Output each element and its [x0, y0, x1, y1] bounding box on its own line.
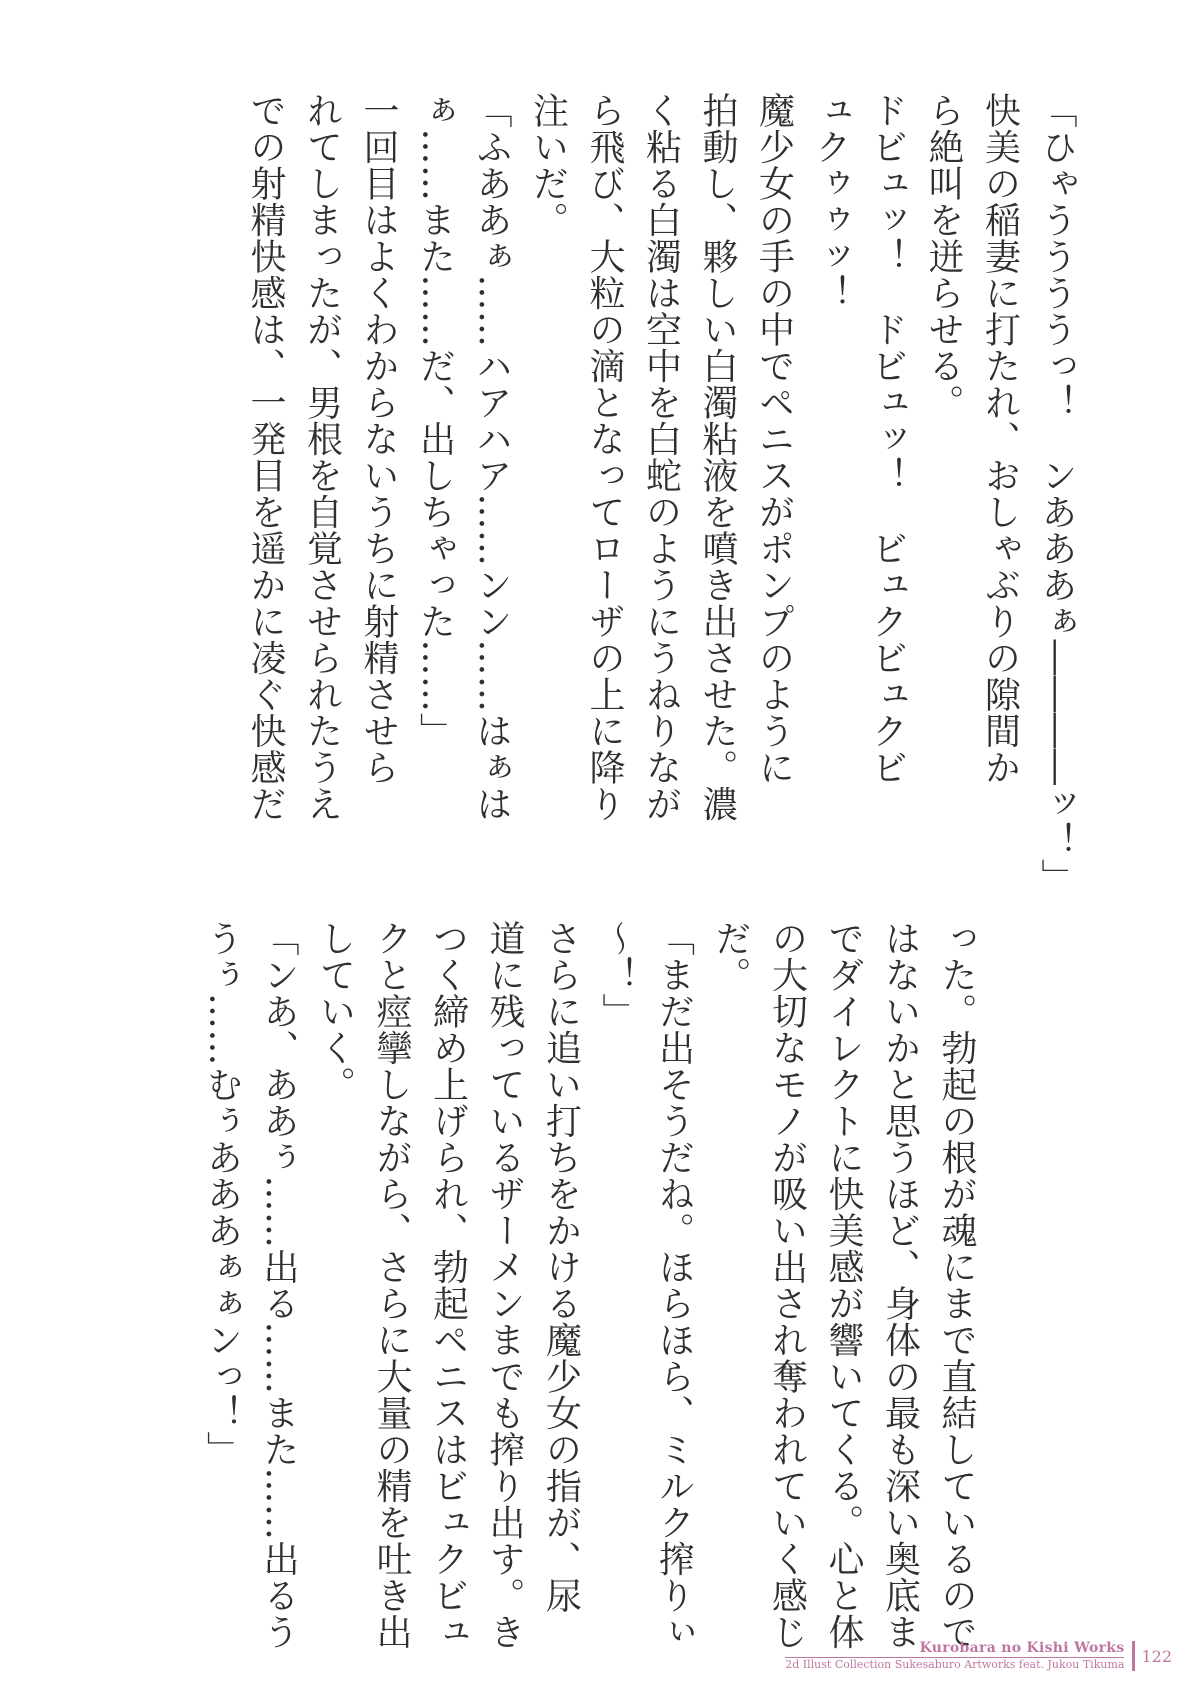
text-line: った。勃起の根が魂にまで直結しているので — [936, 920, 977, 1650]
text-line: 一回目はよくわからないうちに射精させら — [358, 92, 399, 786]
footer-subtitle: 2d Illust Collection Sukesaburo Artworks feat. Jukou Tikuma — [785, 1658, 1125, 1671]
text-line: ュクゥゥッ！ — [810, 92, 851, 311]
text-line: ぁ……また……だ、出しちゃった……」 — [414, 92, 456, 749]
text-line: ～！」 — [597, 920, 638, 1030]
text-block-top — [237, 92, 1085, 895]
text-line: れてしまったが、男根を自覚させられたうえ — [301, 92, 343, 822]
text-line: だ。 — [710, 920, 751, 993]
text-line: く粘る白濁は空中を白蛇のようにうねりなが — [640, 92, 682, 822]
text-block-bottom — [193, 920, 984, 1650]
text-line: でダイレクトに快美感が響いてくる。心と体 — [823, 920, 864, 1650]
text-line: はないかと思うほど、身体の最も深い奥底ま — [879, 920, 921, 1650]
text-line: の大切なモノが吸い出され奪われていく感じ — [766, 920, 808, 1650]
footer-divider — [1132, 1641, 1135, 1671]
text-line: ら飛び、大粒の滴となってローザの上に降り — [584, 92, 625, 822]
text-line: での射精快感は、一発目を遥かに凌ぐ快感だ — [245, 92, 286, 822]
text-line: 道に残っているザーメンまでも搾り出す。き — [484, 920, 525, 1650]
text-line: 「まだ出そうだね。ほらほら、ミルク搾りぃ — [653, 920, 695, 1650]
text-line: 「ふああぁ……ハアハア……ンン……はぁは — [471, 92, 512, 822]
text-line: ら絶叫を迸らせる。 — [923, 92, 964, 421]
footer-title: Kurobara no Kishi Works — [919, 1640, 1125, 1656]
text-line: ドビュッ！ ドビュッ！ ビュクビュクビ — [866, 92, 908, 786]
text-line: うぅ……むぅあああぁぁンっ！」 — [201, 920, 243, 1468]
text-line: クと痙攣しながら、さらに大量の精を吐き出 — [371, 920, 412, 1650]
text-line: 快美の稲妻に打たれ、おしゃぶりの隙間か — [979, 92, 1021, 786]
text-line: 「ひゃううううっ！ ンあああぁ――――ッ！」 — [1036, 92, 1077, 895]
text-line: していく。 — [314, 920, 356, 1103]
text-line: 注いだ。 — [527, 92, 569, 238]
text-line: 「ンあ、ああぅ……出る……また……出るう — [258, 920, 299, 1650]
page-number: 122 — [1141, 1646, 1172, 1666]
text-line: つく締め上げられ、勃起ペニスはビュクビュ — [427, 920, 469, 1650]
footer-text — [785, 1640, 1124, 1672]
text-line: 魔少女の手の中でペニスがポンプのように — [753, 92, 795, 786]
page-footer — [785, 1640, 1172, 1672]
text-line: さらに追い打ちをかける魔少女の指が、尿 — [540, 920, 582, 1614]
text-line: 拍動し、夥しい白濁粘液を噴き出させた。濃 — [697, 92, 738, 822]
